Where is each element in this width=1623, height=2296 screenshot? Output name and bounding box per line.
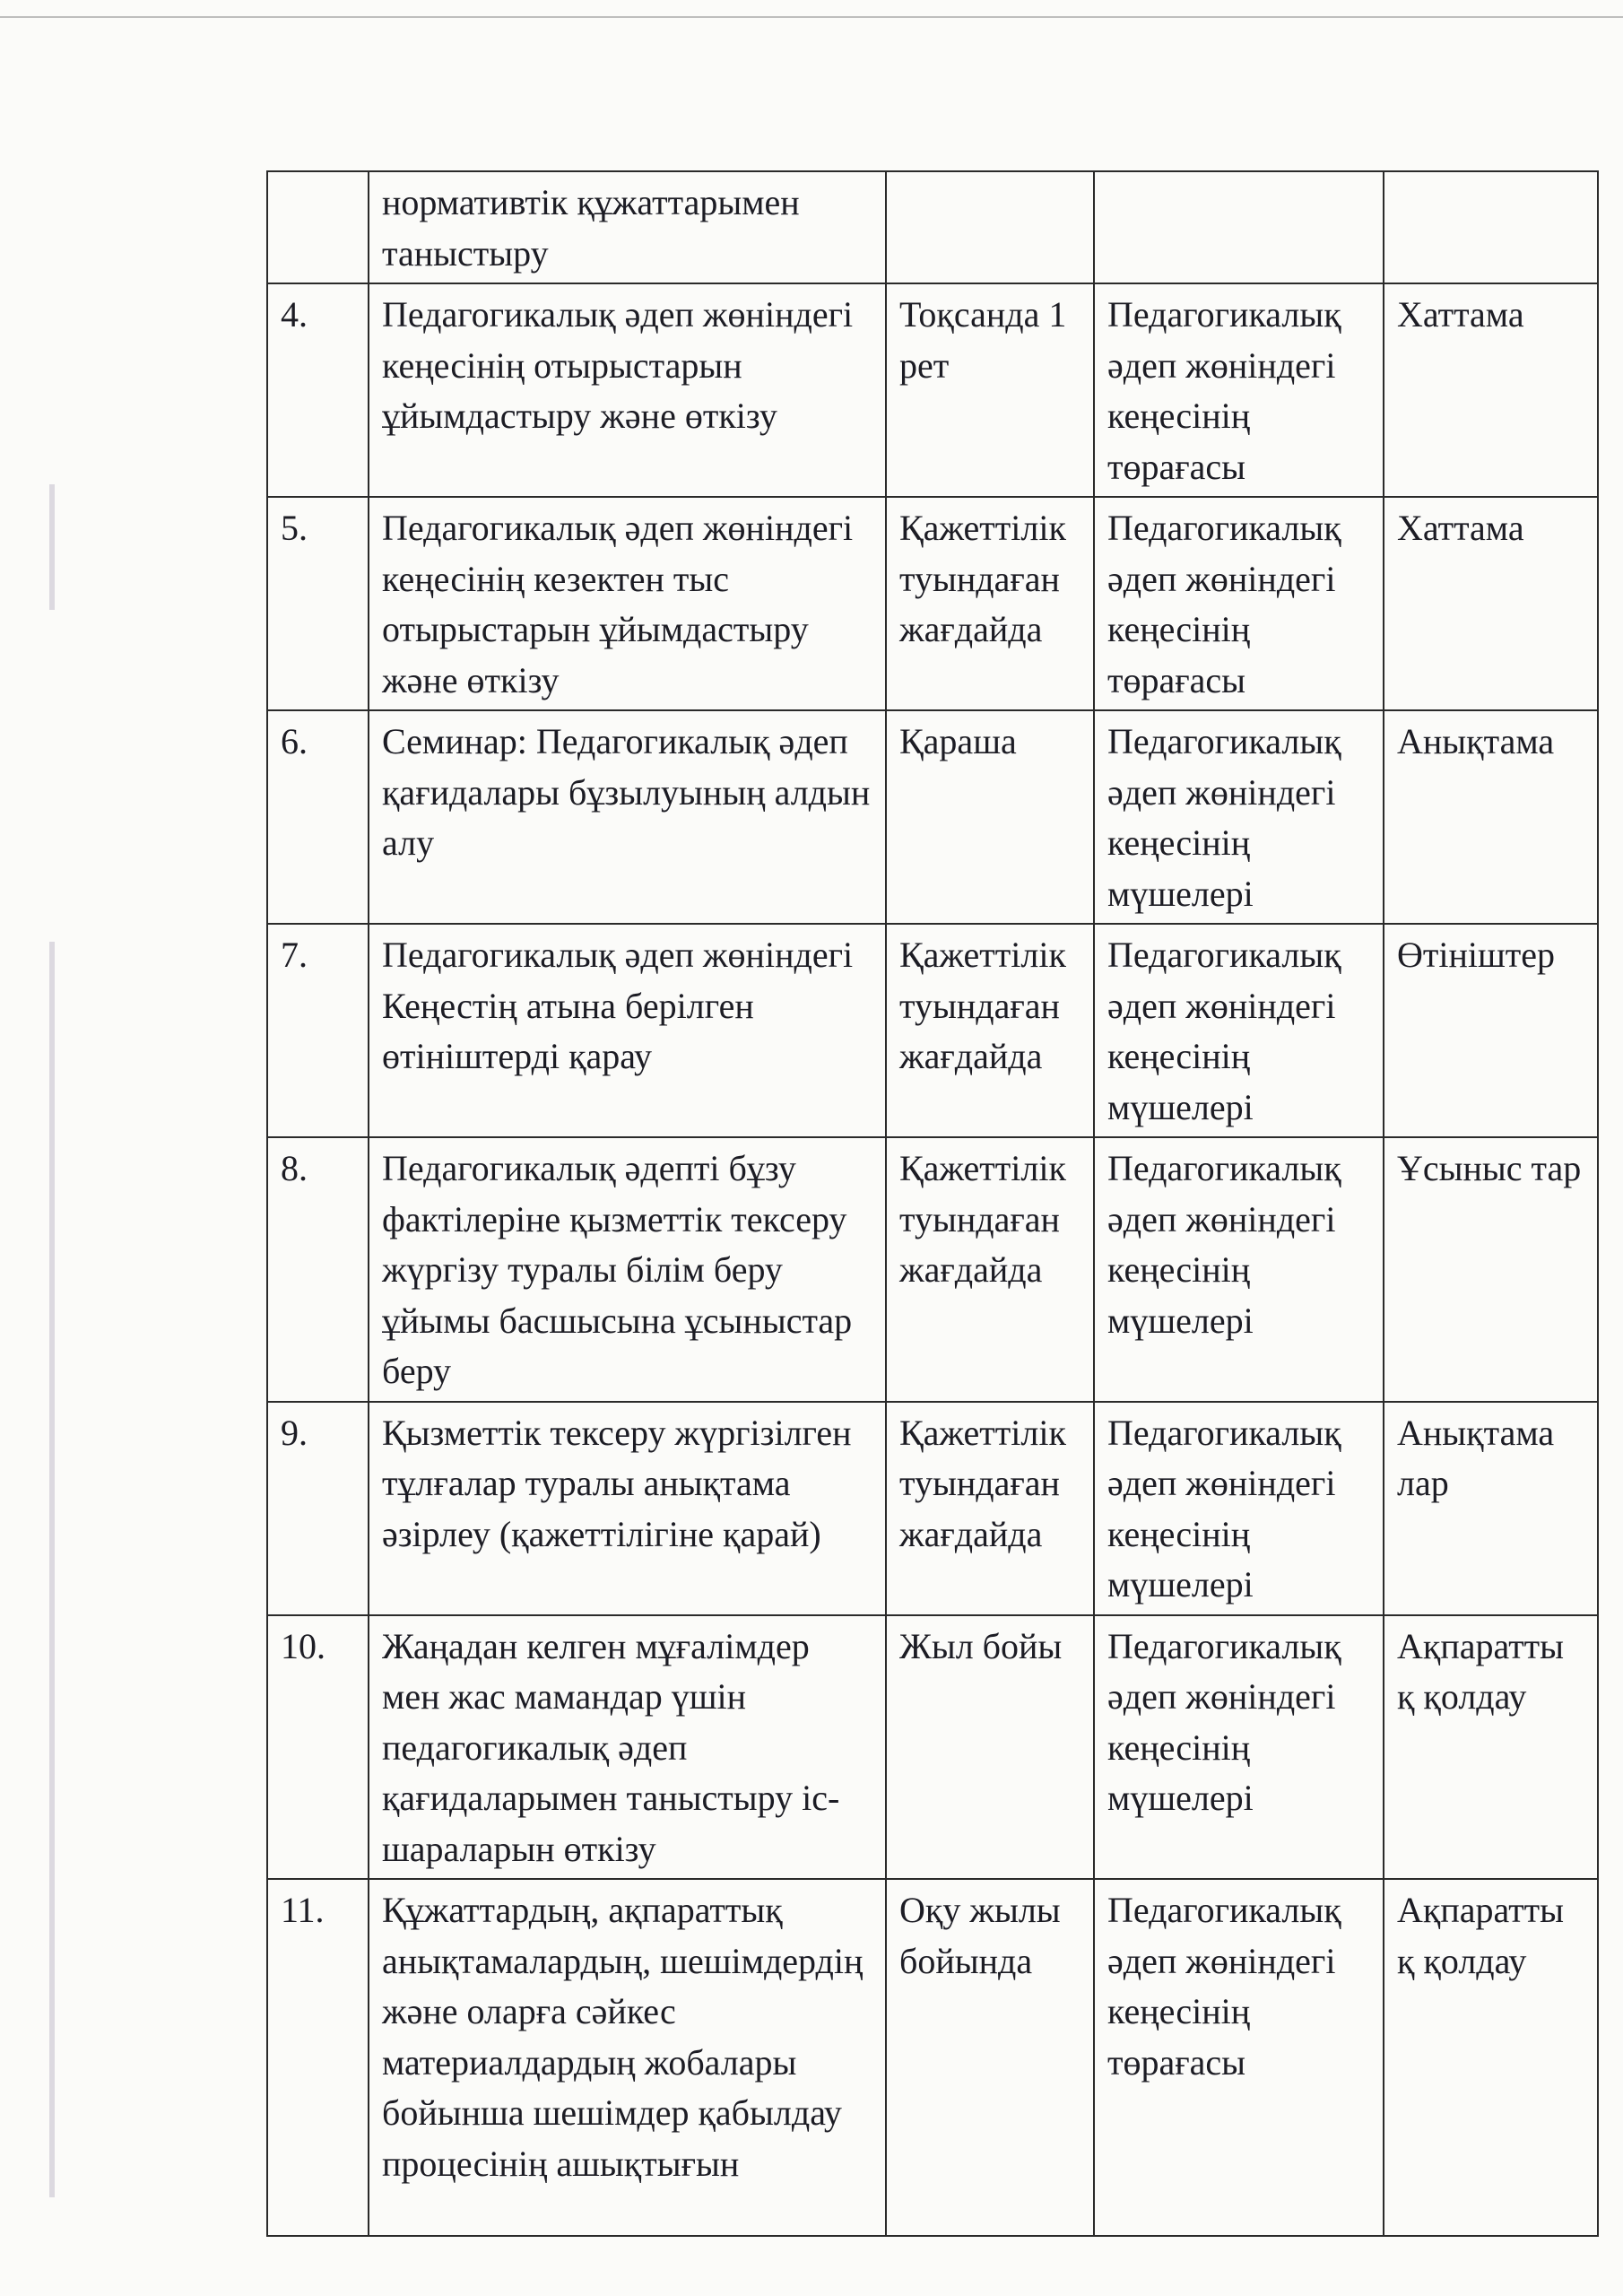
table-row bbox=[267, 1879, 1598, 2236]
row-number: 5. bbox=[267, 497, 369, 710]
responsible-cell bbox=[1094, 171, 1384, 283]
row-number: 7. bbox=[267, 924, 369, 1137]
term-cell: Жыл бойы bbox=[886, 1615, 1094, 1880]
row-number: 6. bbox=[267, 710, 369, 924]
responsible-cell: Педагогикалық әдеп жөніндегі кеңесінің мүшелері bbox=[1094, 1615, 1384, 1880]
table-row bbox=[267, 1137, 1598, 1402]
responsible-cell: Педагогикалық әдеп жөніндегі кеңесінің мүшелері bbox=[1094, 1137, 1384, 1402]
term-cell: Оқу жылы бойында bbox=[886, 1879, 1094, 2236]
row-number: 9. bbox=[267, 1402, 369, 1615]
scan-margin-mark bbox=[49, 484, 55, 610]
term-cell bbox=[886, 171, 1094, 283]
term-cell: Қажеттілік туындаған жағдайда bbox=[886, 1402, 1094, 1615]
responsible-cell: Педагогикалық әдеп жөніндегі кеңесінің мүшелері bbox=[1094, 924, 1384, 1137]
responsible-cell: Педагогикалық әдеп жөніндегі кеңесінің төрағасы bbox=[1094, 283, 1384, 497]
table-row bbox=[267, 171, 1598, 283]
result-cell: Ақпаратты қ қолдау bbox=[1384, 1615, 1598, 1880]
row-number: 4. bbox=[267, 283, 369, 497]
term-cell: Қараша bbox=[886, 710, 1094, 924]
activity-cell: Семинар: Педагогикалық әдеп қағидалары бұзылуының алдын алу bbox=[369, 710, 886, 924]
activity-cell: Педагогикалық әдеп жөніндегі кеңесінің кезектен тыс отырыстарын ұйымдастыру және өткізу bbox=[369, 497, 886, 710]
row-number: 8. bbox=[267, 1137, 369, 1402]
result-cell: Өтініштер bbox=[1384, 924, 1598, 1137]
table-row bbox=[267, 283, 1598, 497]
table-row bbox=[267, 924, 1598, 1137]
result-cell: Ұсыныс тар bbox=[1384, 1137, 1598, 1402]
result-cell: Анықтама лар bbox=[1384, 1402, 1598, 1615]
activity-cell: нормативтік құжаттарымен таныстыру bbox=[369, 171, 886, 283]
table-row bbox=[267, 710, 1598, 924]
result-cell: Хаттама bbox=[1384, 497, 1598, 710]
table-row bbox=[267, 1615, 1598, 1880]
result-cell bbox=[1384, 171, 1598, 283]
responsible-cell: Педагогикалық әдеп жөніндегі кеңесінің мүшелері bbox=[1094, 1402, 1384, 1615]
responsible-cell: Педагогикалық әдеп жөніндегі кеңесінің төрағасы bbox=[1094, 497, 1384, 710]
activity-cell: Педагогикалық әдепті бұзу фактілеріне қызметтік тексеру жүргізу туралы білім беру ұйымы басшысына ұсыныстар беру bbox=[369, 1137, 886, 1402]
result-cell: Анықтама bbox=[1384, 710, 1598, 924]
activity-cell: Құжаттардың, ақпараттық анықтамалардың, шешімдердің және оларға сәйкес материалдардың жобалары бойынша шешімдер қабылдау процесінің ашықтығын bbox=[369, 1879, 886, 2236]
table-row bbox=[267, 1402, 1598, 1615]
term-cell: Қажеттілік туындаған жағдайда bbox=[886, 497, 1094, 710]
row-number: 10. bbox=[267, 1615, 369, 1880]
result-cell: Хаттама bbox=[1384, 283, 1598, 497]
activity-cell: Жаңадан келген мұғалімдер мен жас мамандар үшін педагогикалық әдеп қағидаларымен таныстыру іс-шараларын өткізу bbox=[369, 1615, 886, 1880]
responsible-cell: Педагогикалық әдеп жөніндегі кеңесінің төрағасы bbox=[1094, 1879, 1384, 2236]
scan-top-edge-line bbox=[0, 16, 1623, 18]
term-cell: Тоқсанда 1 рет bbox=[886, 283, 1094, 497]
table-row bbox=[267, 497, 1598, 710]
activity-cell: Педагогикалық әдеп жөніндегі Кеңестің атына берілген өтініштерді қарау bbox=[369, 924, 886, 1137]
scan-margin-mark bbox=[49, 942, 55, 2197]
term-cell: Қажеттілік туындаған жағдайда bbox=[886, 1137, 1094, 1402]
activity-cell: Қызметтік тексеру жүргізілген тұлғалар туралы анықтама әзірлеу (қажеттілігіне қарай) bbox=[369, 1402, 886, 1615]
responsible-cell: Педагогикалық әдеп жөніндегі кеңесінің мүшелері bbox=[1094, 710, 1384, 924]
row-number: 11. bbox=[267, 1879, 369, 2236]
activity-cell: Педагогикалық әдеп жөніндегі кеңесінің отырыстарын ұйымдастыру және өткізу bbox=[369, 283, 886, 497]
term-cell: Қажеттілік туындаған жағдайда bbox=[886, 924, 1094, 1137]
result-cell: Ақпаратты қ қолдау bbox=[1384, 1879, 1598, 2236]
activity-plan-table bbox=[266, 170, 1599, 2237]
row-number bbox=[267, 171, 369, 283]
